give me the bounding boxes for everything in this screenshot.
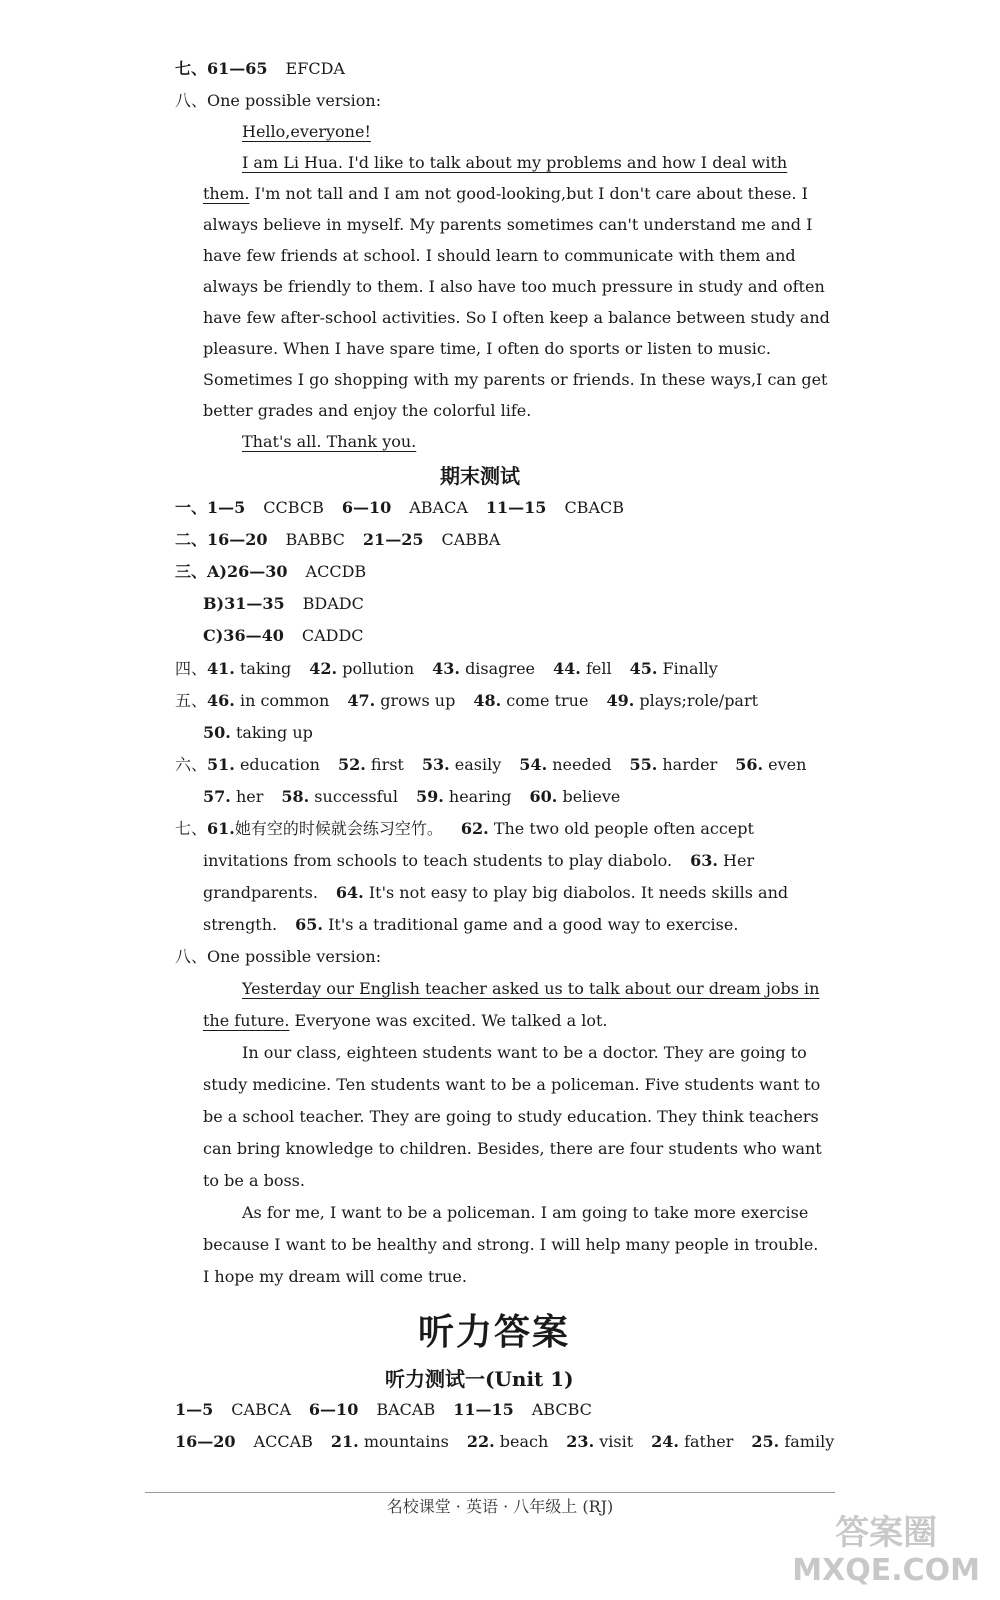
essay-line: always be friendly to them. I also have too much pressure in study and often <box>203 277 825 296</box>
range-label: 6—10 <box>308 1400 359 1419</box>
section-3c-answers <box>203 625 364 647</box>
item-number: 21. <box>330 1432 359 1451</box>
item-number: 53. <box>421 755 450 774</box>
item-number: 55. <box>629 755 658 774</box>
answer-word: believe <box>562 787 621 806</box>
answer-word: harder <box>662 755 718 774</box>
watermark-text: 答案圈 <box>835 1513 938 1553</box>
answer-word: taking <box>239 659 292 678</box>
item-number: 48. <box>473 691 502 710</box>
answer-word: even <box>768 755 807 774</box>
answer-word: needed <box>552 755 612 774</box>
essay-line: better grades and enjoy the colorful life. <box>203 401 532 420</box>
section-7-answer <box>175 58 345 80</box>
item-number: 64. <box>335 883 364 902</box>
item-number: 44. <box>553 659 581 678</box>
answer-word: disagree <box>465 659 535 678</box>
section-7-line <box>203 850 754 872</box>
answer-sentence: 她有空的时候就会练习空竹。 <box>234 819 443 838</box>
essay-line: have few friends at school. I should learn to communicate with them and <box>203 246 796 265</box>
essay-line: In our class, eighteen students want to be a doctor. They are going to <box>242 1043 807 1062</box>
answer-letters: EFCDA <box>285 59 345 78</box>
answer-letters: CBACB <box>564 498 624 517</box>
footer-divider <box>145 1492 835 1493</box>
answer-word: education <box>239 755 320 774</box>
essay-line <box>203 183 808 205</box>
essay-line: have few after-school activities. So I often keep a balance between study and <box>203 308 830 327</box>
item-number: 63. <box>690 851 718 870</box>
range-label: 1—5 <box>175 1400 214 1419</box>
answer-word: taking up <box>235 723 313 742</box>
section-6-answers <box>175 754 806 776</box>
listening-row <box>175 1431 834 1453</box>
answer-word: mountains <box>363 1432 449 1451</box>
answer-sentence: It's not easy to play big diabolos. It needs skills and <box>368 883 789 902</box>
essay-line: I am Li Hua. I'd like to talk about my problems and how I deal with <box>242 153 788 172</box>
answer-word: beach <box>499 1432 549 1451</box>
essay-line <box>203 1010 607 1032</box>
section-7-line <box>175 818 805 840</box>
item-number: 22. <box>466 1432 495 1451</box>
item-number: 43. <box>432 659 460 678</box>
answer-sentence: The two old people often accept <box>493 819 754 838</box>
section-7-line <box>203 882 788 904</box>
answer-letters: ABACA <box>409 498 468 517</box>
answer-word: Finally <box>662 659 718 678</box>
answer-letters: ABCBC <box>531 1400 592 1419</box>
answer-letters: CCBCB <box>263 498 324 517</box>
item-number: 60. <box>529 787 558 806</box>
item-number: 41. <box>207 659 235 678</box>
answer-word: visit <box>599 1432 634 1451</box>
item-number: 51. <box>207 755 235 774</box>
section-label: 六、 <box>175 755 208 774</box>
essay-text: I'm not tall and I am not good-looking,but I don't care about these. I <box>249 184 808 203</box>
answer-letters: ACCDB <box>305 562 367 581</box>
range-label: B)31—35 <box>203 594 285 613</box>
essay-line: I hope my dream will come true. <box>203 1267 467 1286</box>
answer-letters: BACAB <box>376 1400 436 1419</box>
answer-word: family <box>784 1432 835 1451</box>
answer-sentence: Her <box>723 851 755 870</box>
essay-closing: That's all. Thank you. <box>242 432 417 451</box>
range-label: 11—15 <box>485 498 547 517</box>
section-7-line <box>203 914 738 936</box>
range-label: 二、16—20 <box>175 530 268 549</box>
item-number: 59. <box>415 787 444 806</box>
item-number: 42. <box>309 659 338 678</box>
range-label: C)36—40 <box>203 626 284 645</box>
item-number: 52. <box>337 755 366 774</box>
section-6-answers-cont <box>203 786 620 808</box>
answer-word: successful <box>314 787 398 806</box>
item-number: 46. <box>207 691 235 710</box>
answer-sentence: It's a traditional game and a good way to exercise. <box>328 915 739 934</box>
section-4-answers <box>175 658 718 680</box>
range-label: 21—25 <box>362 530 424 549</box>
essay-line: because I want to be healthy and strong. I will help many people in trouble. <box>203 1235 819 1254</box>
section-3b-answers <box>203 593 364 615</box>
item-number: 65. <box>295 915 323 934</box>
answer-word: first <box>370 755 404 774</box>
range-label: 16—20 <box>175 1432 236 1451</box>
answer-sentence: strength. <box>203 915 278 934</box>
section-label: 五、 <box>175 691 208 710</box>
item-number: 24. <box>651 1432 679 1451</box>
answer-word: her <box>235 787 264 806</box>
watermark-logo <box>792 1514 980 1590</box>
essay-line: Yesterday our English teacher asked us to talk about our dream jobs in <box>242 979 820 998</box>
answer-word: in common <box>239 691 330 710</box>
answer-word: grows up <box>380 691 456 710</box>
answer-word: easily <box>454 755 502 774</box>
section-5-answers <box>175 690 758 712</box>
answer-letters: ACCAB <box>253 1432 313 1451</box>
section-3a-answers <box>175 561 366 583</box>
listening-row <box>175 1399 592 1421</box>
item-number: 50. <box>203 723 231 742</box>
item-number: 47. <box>347 691 376 710</box>
item-number: 54. <box>519 755 548 774</box>
range-label: 6—10 <box>341 498 392 517</box>
answer-sentence: grandparents. <box>203 883 318 902</box>
answer-word: fell <box>585 659 612 678</box>
answer-sentence: invitations from schools to teach students to play diabolo. <box>203 851 673 870</box>
essay-line: always believe in myself. My parents sometimes can't understand me and I <box>203 215 813 234</box>
final-test-title: 期末测试 <box>440 464 520 488</box>
answer-word: hearing <box>448 787 512 806</box>
answer-letters: BDADC <box>302 594 364 613</box>
item-number: 57. <box>203 787 231 806</box>
essay-underlined-text: them. <box>203 184 250 203</box>
watermark-text: MXQE.COM <box>792 1553 980 1588</box>
essay-greeting: Hello,everyone! <box>242 122 371 141</box>
section-5-answers-cont <box>203 722 313 744</box>
listening-test1-title: 听力测试一(Unit 1) <box>385 1367 574 1391</box>
answer-letters: CADDC <box>301 626 364 645</box>
item-number: 62. <box>460 819 489 838</box>
essay-line: to be a boss. <box>203 1171 305 1190</box>
section-label: 七、61—65 <box>175 59 268 78</box>
essay-line: As for me, I want to be a policeman. I am going to take more exercise <box>242 1203 809 1222</box>
answer-letters: CABBA <box>441 530 501 549</box>
essay-line: study medicine. Ten students want to be a policeman. Five students want to <box>203 1075 821 1094</box>
item-number: 58. <box>281 787 310 806</box>
section-2-answers <box>175 529 500 551</box>
section-label: 七、 <box>175 819 208 838</box>
answer-word: father <box>684 1432 734 1451</box>
item-number: 45. <box>629 659 658 678</box>
section-8-intro: 八、One possible version: <box>175 947 382 966</box>
page-footer: 名校课堂 · 英语 · 八年级上 (RJ) <box>386 1497 614 1516</box>
essay-line: be a school teacher. They are going to study education. They think teachers <box>203 1107 819 1126</box>
item-number: 49. <box>606 691 635 710</box>
essay-line: pleasure. When I have spare time, I often do sports or listen to music. <box>203 339 771 358</box>
answer-letters: CABCA <box>231 1400 291 1419</box>
section-1-answers <box>175 497 624 519</box>
essay-text: Everyone was excited. We talked a lot. <box>289 1011 608 1030</box>
item-number: 25. <box>751 1432 780 1451</box>
essay-line: can bring knowledge to children. Besides, there are four students who want <box>203 1139 822 1158</box>
range-label: 一、1—5 <box>175 498 246 517</box>
section-label: 四、 <box>175 659 208 678</box>
answer-word: pollution <box>342 659 415 678</box>
answer-word: plays;role/part <box>639 691 759 710</box>
item-number: 23. <box>566 1432 595 1451</box>
essay-underlined-text: the future. <box>203 1011 290 1030</box>
listening-title: 听力答案 <box>418 1311 571 1353</box>
essay-line: Sometimes I go shopping with my parents or friends. In these ways,I can get <box>203 370 828 389</box>
section-8-intro: 八、One possible version: <box>175 91 382 110</box>
range-label: 11—15 <box>453 1400 514 1419</box>
answer-letters: BABBC <box>285 530 345 549</box>
item-number: 61. <box>207 819 235 838</box>
answer-word: come true <box>506 691 589 710</box>
item-number: 56. <box>735 755 764 774</box>
range-label: 三、A)26—30 <box>175 562 288 581</box>
